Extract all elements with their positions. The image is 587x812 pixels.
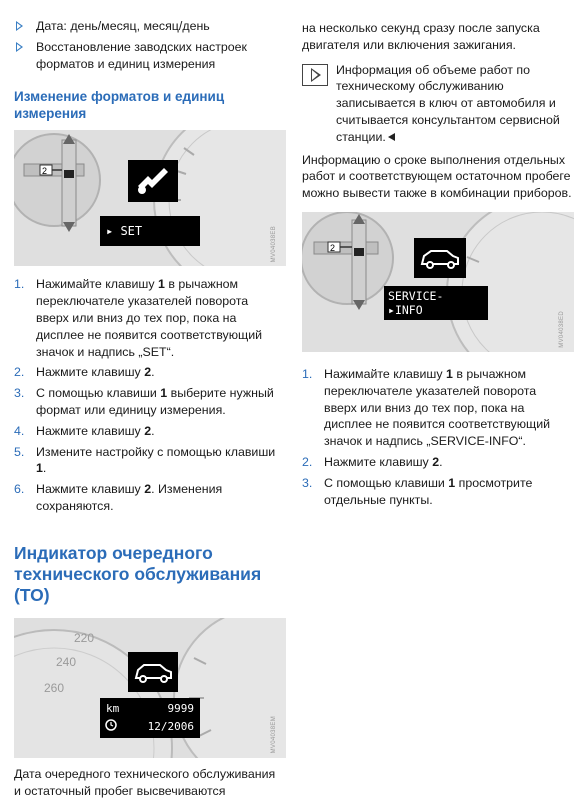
note-triangle-icon bbox=[302, 64, 328, 86]
bullet-item: Дата: день/месяц, месяц/день bbox=[14, 18, 284, 35]
button-2-label: 2 bbox=[42, 166, 48, 177]
gauge-label-220: 220 bbox=[74, 630, 95, 645]
step-item: 1. Нажимайте клавишу 1 в рычажном переключателе указателей поворота вверх или вниз до тех пор, пока на дисплее не появится соответствующий значок и надпись „SET“. bbox=[14, 277, 263, 359]
instrument-cluster-illustration bbox=[302, 212, 574, 352]
figure-service-indicator bbox=[14, 618, 286, 758]
bullet-triangle-icon bbox=[16, 42, 23, 52]
wrench-check-icon bbox=[128, 160, 178, 202]
image-code: MV04038ED bbox=[559, 311, 566, 348]
step-item: 1. Нажимайте клавишу 1 в рычажном переключателе указателей поворота вверх или вниз до тех пор, пока на дисплее не появится соответствующий значок и надпись „SERVICE-INFO“. bbox=[302, 366, 551, 449]
bullet-list bbox=[14, 18, 284, 72]
lcd-line-2: INFO bbox=[394, 302, 423, 317]
km-label: km bbox=[106, 701, 120, 715]
bullet-item: Восстановление заводских настроек форматов и единиц измерения bbox=[14, 39, 284, 73]
lcd-pointer-icon: ▸ bbox=[106, 224, 121, 239]
gauge-label-260: 260 bbox=[44, 680, 65, 695]
note-block: Информация об объеме работ по техническому обслуживанию записывается в ключ от автомобиля и считывается консультантом сервисной станции. bbox=[302, 62, 572, 146]
figure-set-display bbox=[14, 130, 286, 266]
lcd-line-1: SERVICE- bbox=[388, 288, 444, 303]
car-icon bbox=[414, 238, 466, 278]
right-column bbox=[302, 20, 572, 512]
step-item: 3. С помощью клавиши 1 просмотрите отдельные пункты. bbox=[302, 475, 533, 507]
bullet-triangle-icon bbox=[16, 21, 23, 31]
km-value: 9999 bbox=[167, 701, 194, 715]
subheading: Изменение форматов и единиц измерения bbox=[14, 89, 225, 122]
date-value: 12/2006 bbox=[147, 719, 194, 733]
paragraph: Дата очередного технического обслуживания и остаточный пробег высвечиваются bbox=[14, 766, 276, 798]
step-item: 5. Измените настройку с помощью клавиши 1. bbox=[14, 444, 276, 476]
step-item: 3. С помощью клавиши 1 выберите нужный формат или единицу измерения. bbox=[14, 386, 274, 417]
image-code: MV04038EM bbox=[271, 716, 278, 754]
lcd-display bbox=[100, 698, 200, 738]
lcd-display bbox=[384, 286, 488, 320]
paragraph: Информацию о сроке выполнения отдельных работ и соответствующем остаточном пробеге можно вывести также в комбинации приборов. bbox=[302, 152, 572, 201]
step-item: 4. Нажмите клавишу 2. bbox=[14, 423, 155, 438]
steps-list bbox=[302, 366, 572, 508]
step-item: 6. Нажмите клавишу 2. Изменения сохраняются. bbox=[14, 482, 223, 513]
button-2-label: 2 bbox=[330, 242, 336, 253]
gauge-label-240: 240 bbox=[56, 654, 77, 669]
paragraph: на несколько секунд сразу после запуска двигателя или включения зажигания. bbox=[302, 21, 540, 52]
figure-service-info bbox=[302, 212, 574, 352]
car-icon bbox=[128, 652, 178, 692]
step-item: 2. Нажмите клавишу 2. bbox=[14, 365, 155, 380]
image-code: MV04038EB bbox=[271, 226, 278, 263]
step-item: 2. Нажмите клавишу 2. bbox=[302, 454, 443, 469]
clock-icon bbox=[105, 719, 117, 737]
end-mark-icon bbox=[388, 133, 395, 141]
section-heading: Индикатор очередного технического обслуживания (ТО) bbox=[14, 542, 262, 605]
lcd-display: ▸ SET bbox=[100, 216, 200, 246]
left-column bbox=[14, 0, 284, 799]
steps-list bbox=[14, 276, 284, 514]
lcd-pointer-icon: ▸ bbox=[388, 302, 395, 317]
